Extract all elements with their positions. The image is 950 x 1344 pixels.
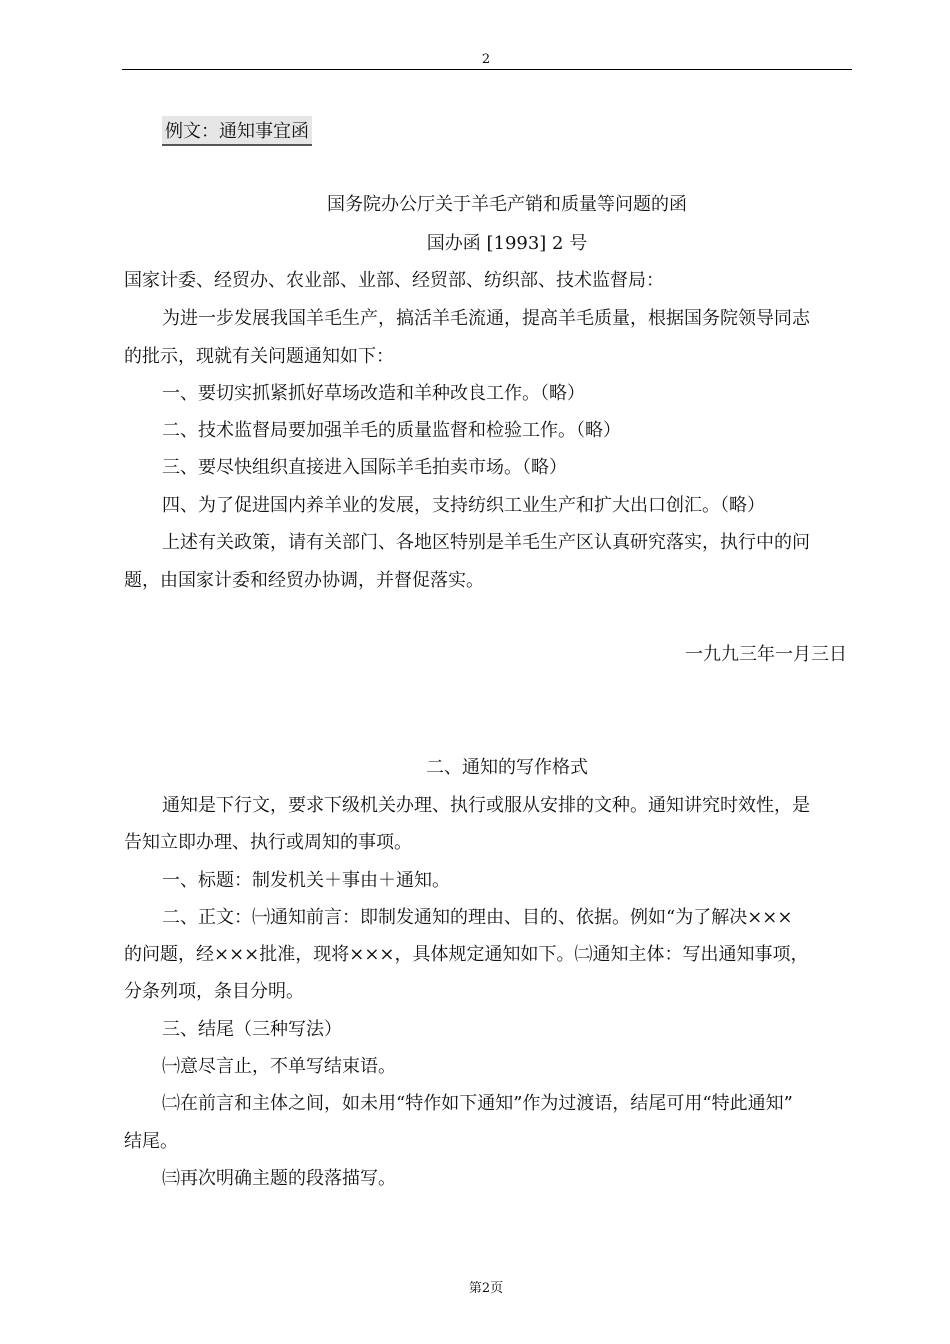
letter-closing-line2: 题，由国家计委和经贸办协调，并督促落实。 [124, 570, 484, 591]
section-p3-line2: 的问题，经×××批准，现将×××，具体规定通知如下。㈡通知主体：写出通知事项， [124, 944, 809, 965]
footer-page-label: 第2页 [468, 1281, 504, 1296]
section-p6-line1: ㈡在前言和主体之间，如未用“特作如下通知”作为过渡语，结尾可用“特此通知” [162, 1093, 793, 1114]
letter-item-1: 一、要切实抓紧抓好草场改造和羊种改良工作。（略） [162, 383, 585, 404]
section-p1-line2: 告知立即办理、执行或周知的事项。 [124, 832, 412, 853]
letter-item-2: 二、技术监督局要加强羊毛的质量监督和检验工作。（略） [162, 420, 621, 441]
section-p5: ㈠意尽言止，不单写结束语。 [162, 1056, 396, 1077]
header-page-number: 2 [481, 52, 491, 67]
letter-closing-line1: 上述有关政策，请有关部门、各地区特别是羊毛生产区认真研究落实，执行中的问 [162, 532, 810, 553]
section-p3-line3: 分条列项，条目分明。 [124, 981, 304, 1002]
letter-item-3: 三、要尽快组织直接进入国际羊毛拍卖市场。（略） [162, 457, 567, 478]
example-label: 例文：通知事宜函 [162, 116, 312, 146]
letter-intro-line2: 的批示，现就有关问题通知如下： [124, 346, 394, 367]
letter-doc-number: 国办函 [1993] 2 号 [426, 233, 588, 254]
letter-title: 国务院办公厅关于羊毛产销和质量等问题的函 [327, 194, 687, 215]
section-p7: ㈢再次明确主题的段落描写。 [162, 1168, 396, 1189]
section-p1-line1: 通知是下行文，要求下级机关办理、执行或服从安排的文种。通知讲究时效性，是 [162, 795, 810, 816]
section-p3-line1: 二、正文：㈠通知前言：即制发通知的理由、目的、依据。例如“为了解决××× [162, 907, 793, 928]
header-rule [122, 69, 852, 70]
section-p4: 三、结尾（三种写法） [162, 1019, 342, 1040]
letter-recipients: 国家计委、经贸办、农业部、业部、经贸部、纺织部、技术监督局： [124, 270, 664, 291]
letter-date: 一九九三年一月三日 [685, 644, 847, 665]
letter-item-4: 四、为了促进国内养羊业的发展，支持纺织工业生产和扩大出口创汇。（略） [162, 495, 765, 516]
section-heading: 二、通知的写作格式 [426, 757, 588, 778]
letter-intro-line1: 为进一步发展我国羊毛生产，搞活羊毛流通，提高羊毛质量，根据国务院领导同志 [162, 308, 810, 329]
section-p2: 一、标题：制发机关＋事由＋通知。 [162, 870, 450, 891]
section-p6-line2: 结尾。 [124, 1131, 178, 1152]
